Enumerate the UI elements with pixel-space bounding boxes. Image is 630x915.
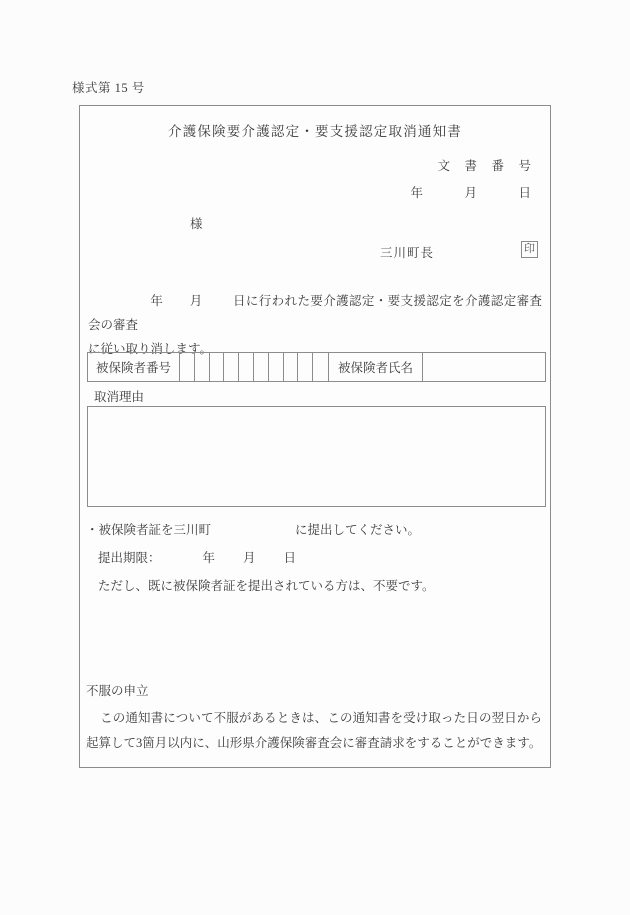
appeal-line-2: て3箇月以内に、山形県介護保険審査会に審査請求をすることができます。 [123, 736, 542, 750]
deadline-label: 提出期限： [98, 551, 161, 565]
insured-number-cell[interactable] [239, 353, 254, 381]
appeal-line-1: この通知書について不服があるときは、この通知書を受け取った日の翌日から起算し [86, 711, 542, 750]
body-year-label: 年 [150, 294, 164, 308]
deadline-day-label: 日 [283, 551, 297, 565]
insured-name-label: 被保険者氏名 [329, 353, 423, 381]
insured-number-cell[interactable] [269, 353, 284, 381]
submission-instruction [86, 520, 420, 538]
submission-deadline [98, 548, 296, 566]
appeal-section-title: 不服の申立 [86, 684, 149, 698]
document-date-label: 年 月 日 [410, 186, 532, 200]
insured-number-cell[interactable] [224, 353, 239, 381]
appeal-section-body [86, 706, 542, 756]
insured-number-cell[interactable] [210, 353, 225, 381]
reason-field[interactable] [87, 406, 546, 507]
issuer-row [80, 243, 550, 265]
seal-stamp-box: 印 [521, 241, 538, 258]
form-frame [79, 105, 551, 768]
insured-number-cell[interactable] [254, 353, 269, 381]
insured-name-field[interactable] [423, 353, 545, 381]
insured-number-cells[interactable] [180, 353, 329, 381]
insured-person-table [87, 352, 546, 382]
issuer-name: 三川町長 [380, 246, 435, 260]
submission-prefix: ・被保険者証を三川町 [86, 523, 212, 537]
reason-label: 取消理由 [94, 390, 145, 404]
page-title: 介護保険要介護認定・要支援認定取消通知書 [168, 124, 462, 139]
insured-number-cell[interactable] [298, 353, 313, 381]
insured-number-cell[interactable] [180, 353, 195, 381]
submission-suffix: に提出してください。 [295, 523, 421, 537]
body-day-text: 日に行われた要介護認定・要支援認定を介護認定審査会の審査 [88, 294, 542, 332]
submission-proviso: ただし、既に被保険者証を提出されている方は、不要です。 [98, 579, 435, 593]
form-number: 様式第 15 号 [72, 81, 145, 95]
insured-number-cell[interactable] [313, 353, 328, 381]
insured-number-label: 被保険者番号 [88, 353, 180, 381]
addressee-honorific: 様 [190, 217, 203, 231]
document-number-label: 文 書 番 号 [437, 159, 532, 173]
body-continuation: に従い取り消します。 [88, 342, 213, 356]
deadline-month-label: 月 [243, 551, 256, 565]
body-month-label: 月 [189, 294, 203, 308]
deadline-year-label: 年 [202, 551, 216, 565]
insured-number-cell[interactable] [284, 353, 299, 381]
insured-number-cell[interactable] [195, 353, 210, 381]
body-paragraph [88, 289, 542, 361]
